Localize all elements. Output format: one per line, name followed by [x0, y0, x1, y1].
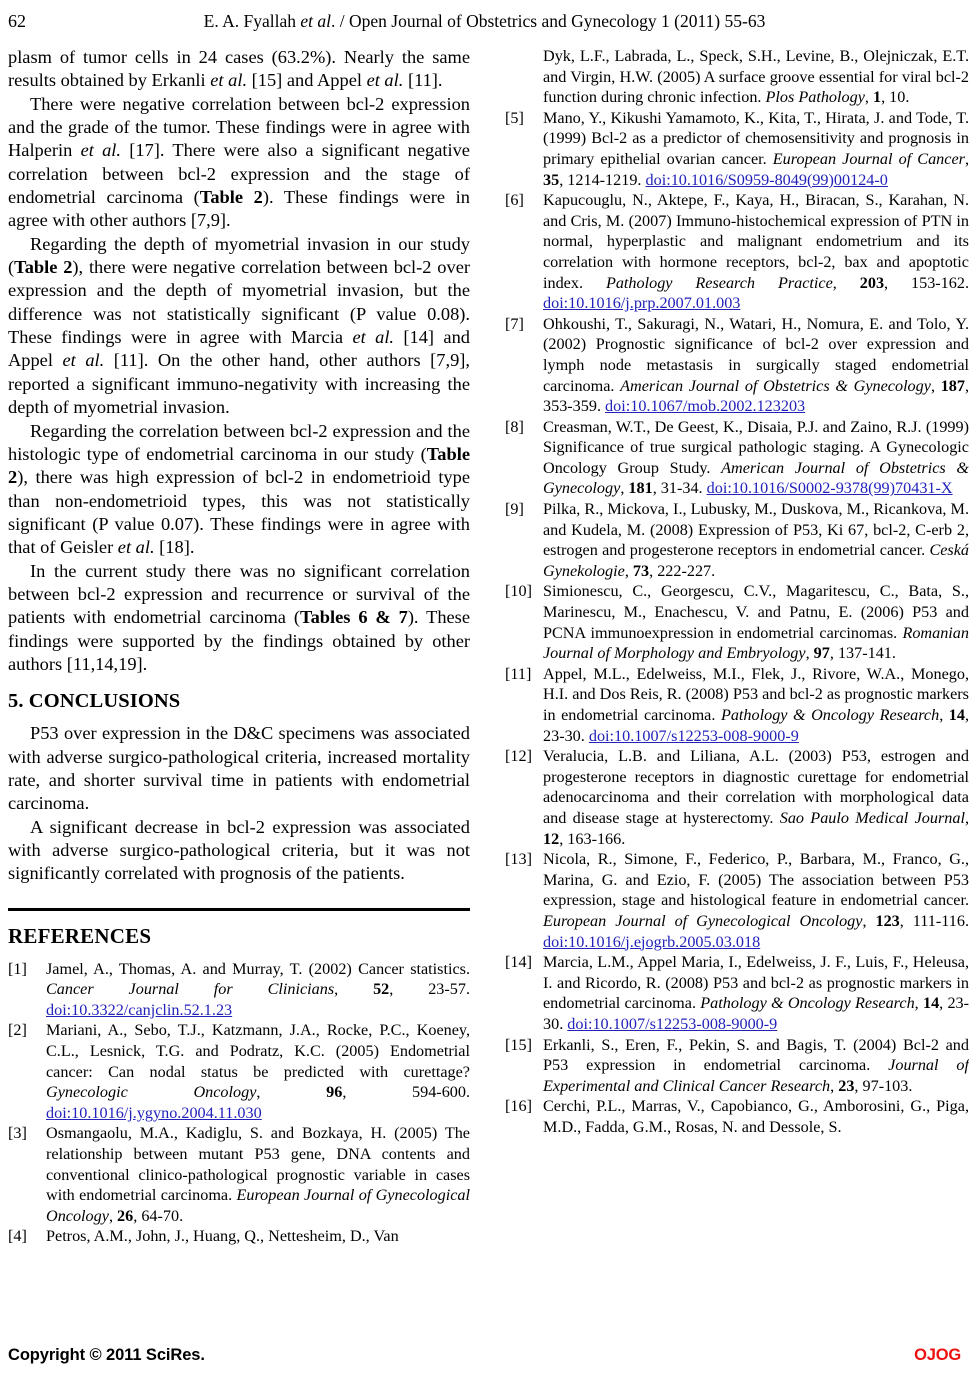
text-run: , 137-141. — [829, 644, 896, 663]
italic-run: Ceská Gynekologie — [543, 541, 969, 580]
left-column — [8, 46, 470, 1247]
bold-run: 23 — [838, 1076, 855, 1095]
text-run: [11]. — [403, 70, 443, 91]
italic-run: Plos Pathology — [765, 88, 865, 107]
text-run: , — [930, 376, 941, 395]
italic-run: et al. — [62, 350, 105, 371]
para-depth-myometrial-invasion — [8, 233, 470, 420]
text-run: Petros, A.M., John, J., Huang, Q., Nettesheim, D., Van — [46, 1227, 399, 1246]
bold-run: 97 — [813, 644, 830, 663]
italic-run: European Journal of Cancer — [772, 149, 965, 168]
doi-link[interactable]: doi:10.1016/S0002-9378(99)70431-X — [706, 479, 953, 498]
bold-run: 14 — [948, 706, 965, 724]
conclusions-heading: 5. CONCLUSIONS — [8, 690, 181, 713]
text-run: P53 over expression in the D&C specimens was associated with adverse surgico-pathological criteria, increased mortality rate, and shorter survival time in patients with endometrial carcinoma. — [8, 723, 470, 814]
doi-link[interactable]: doi:10.1016/j.ygyno.2004.11.030 — [46, 1103, 262, 1122]
reference-item — [505, 664, 969, 746]
text-run: , 111-116. — [899, 911, 969, 930]
bold-run: 35 — [543, 170, 560, 189]
doi-link[interactable]: doi:10.1016/S0959-8049(99)00124-0 — [645, 170, 888, 189]
reference-text — [543, 417, 969, 499]
text-run: , 594-600. — [342, 1083, 471, 1102]
italic-run: Gynecologic Oncology — [46, 1083, 257, 1102]
text-run: A significant decrease in bcl-2 expression was associated with adverse surgico-pathological criteria, but it was not significantly correlated with prognosis of the patients. — [8, 816, 470, 884]
reference-list-left — [8, 959, 470, 1247]
text-run: , — [805, 644, 814, 663]
reference-text — [543, 1096, 969, 1137]
reference-text — [543, 1035, 969, 1097]
bold-run: 26 — [117, 1206, 134, 1225]
left-body-paragraphs — [8, 46, 470, 676]
bold-run: 52 — [373, 980, 390, 999]
text-run: , 1214-1219. — [559, 170, 646, 189]
text-run: Ohkoushi, T., Sakuragi, N., Watari, H., Nomura, E. and Tolo, Y. (2002) Prognostic significance of bcl-2 over expression and lymph node metastasis in surgically staged endometrial carcinoma. — [543, 314, 969, 395]
running-head-title — [8, 8, 961, 34]
spacer — [8, 713, 470, 722]
reference-item — [8, 1123, 470, 1226]
text-run: , 163-166. — [559, 829, 626, 848]
reference-item — [505, 108, 969, 190]
text-run: , 353-359. — [543, 376, 969, 416]
italic-run: Pathology & Oncology Research — [700, 994, 915, 1013]
reference-text — [543, 190, 969, 314]
text-run: [17]. There were also a significant negative correlation between bcl-2 expression and the stage of endometrial carcinoma ( — [8, 140, 470, 208]
reference-number: [9] — [505, 500, 524, 519]
reference-item — [505, 499, 969, 581]
bold-run: 181 — [628, 479, 653, 498]
text-run: , — [830, 1076, 839, 1095]
reference-text — [46, 1020, 470, 1123]
page-number: 62 — [8, 11, 26, 31]
text-run: Appel, M.L., Edelweiss, M.I., Flek, J., Rivore, W.A., Monego, H.I. and Dos Reis, R. (2008) P53 and bcl-2 as prognostic markers in endometrial carcinoma. — [543, 664, 969, 724]
reference-text — [543, 499, 969, 581]
reference-item — [505, 581, 969, 663]
reference-number: [6] — [505, 191, 524, 210]
text-run: ), there were negative correlation between bcl-2 over expression and the depth of myometrial invasion, but the difference was not statistically significant (P value 0.08). These findings were in agree with Marcia — [8, 257, 470, 348]
reference-number: [4] — [8, 1227, 27, 1246]
text-run: , 222-227. — [649, 561, 716, 580]
reference-item — [8, 1226, 470, 1247]
para-histologic-type-correlation — [8, 420, 470, 560]
text-run: ). These findings were in agree with other authors [7,9]. — [8, 187, 470, 231]
reference-text — [46, 1226, 470, 1247]
reference-number: [13] — [505, 850, 532, 869]
text-run: Erkanli, S., Eren, F., Pekin, S. and Bagis, T. (2004) Bcl-2 and P53 expression in endometrial carcinoma. — [543, 1035, 969, 1075]
journal-abbreviation: OJOG — [914, 1346, 961, 1364]
reference-number: [16] — [505, 1097, 532, 1116]
reference-number: [3] — [8, 1124, 27, 1143]
reference-item — [505, 849, 969, 952]
text-run: , 31-34. — [652, 479, 707, 498]
reference-item — [505, 417, 969, 499]
text-run: ), there was high expression of bcl-2 in endometrioid type than non-endometrioid types, this was not statistically significant (P value 0.07). These findings were in agree with that of Geisler — [8, 467, 470, 558]
text-run: , — [964, 808, 969, 827]
reference-text — [543, 664, 969, 746]
reference-text — [543, 746, 969, 849]
text-run: Pilka, R., Mickova, I., Lubusky, M., Duskova, M., Ricankova, M. and Kudela, M. (2008) Expression of P53, Ki 67, bcl-2, C-erb 2, estrogen and progesterone receptors in endometrial cancer. — [543, 500, 969, 560]
bold-run: 123 — [875, 911, 900, 930]
reference-number: [12] — [505, 747, 532, 766]
text-run: , — [939, 706, 949, 724]
references-heading: REFERENCES — [8, 923, 152, 948]
text-run: Creasman, W.T., De Geest, K., Disaia, P.J. and Zaino, R.J. (1999) Significance of true surgical pathologic staging. A Gynecologic Oncology Group Study. — [543, 417, 969, 477]
para-conclusion-bcl2 — [8, 816, 470, 886]
text-run: , — [832, 273, 860, 292]
bold-run: 1 — [872, 88, 882, 107]
reference-text — [543, 46, 969, 108]
running-head-suffix: . / Open Journal of Obstetrics and Gynecology 1 (2011) 55-63 — [331, 11, 766, 31]
reference-list-right — [505, 46, 969, 1137]
text-run: , 64-70. — [133, 1206, 184, 1225]
text-run: Dyk, L.F., Labrada, L., Speck, S.H., Levine, B., Olejniczak, E.T. and Virgin, H.W. (2005) A surface groove essential for viral bcl-2 function during chronic infection. — [543, 47, 969, 107]
text-run: [14] and Appel — [8, 327, 470, 371]
text-run: plasm of tumor cells in 24 cases (63.2%). Nearly the same results obtained by Erkanli — [8, 47, 470, 91]
reference-text — [543, 952, 969, 1034]
italic-run: Romanian Journal of Morphology and Embryology — [543, 623, 969, 663]
text-run: Marcia, L.M., Appel Maria, I., Edelweiss, J. F., Luis, F., Heleusa, I. and Ricordo, R. (2008) P53 and bcl-2 as prognostic markers in endometrial carcinoma. — [543, 953, 969, 1013]
text-run: Cerchi, P.L., Marras, V., Capobianco, G., Amborosini, G., Piga, M.D., Fadda, G.M., Rosas, N. and Dessole, S. — [543, 1097, 969, 1136]
reference-number: [14] — [505, 953, 532, 972]
text-run: Jamel, A., Thomas, A. and Murray, T. (2002) Cancer statistics. — [46, 959, 470, 978]
text-run: , — [864, 88, 873, 107]
bold-run: 14 — [922, 994, 940, 1013]
italic-run: et al. — [117, 537, 155, 558]
reference-text — [543, 108, 969, 190]
bold-run: 96 — [326, 1083, 343, 1102]
text-run: , 97-103. — [854, 1076, 913, 1095]
italic-run: Journal of Experimental and Clinical Cancer Research — [543, 1056, 969, 1095]
running-head-prefix: E. A. Fyallah — [203, 11, 301, 31]
text-run: There were negative correlation between bcl-2 expression and the grade of the tumor. These findings were in agree with Halperin — [8, 93, 470, 161]
reference-number: [2] — [8, 1021, 27, 1040]
reference-item — [8, 1020, 470, 1123]
reference-text — [543, 849, 969, 952]
reference-item — [505, 952, 969, 1034]
bold-run: 187 — [940, 376, 965, 395]
reference-number: [1] — [8, 959, 27, 978]
italic-run: et al. — [352, 327, 395, 348]
text-run: , 10. — [881, 88, 910, 107]
reference-item — [505, 1096, 969, 1137]
doi-link[interactable]: doi:10.1016/j.ejogrb.2005.03.018 — [543, 932, 761, 951]
text-run: , — [862, 911, 876, 930]
text-run: , — [964, 149, 969, 168]
text-run: Nicola, R., Simone, F., Federico, P., Barbara, M., Franco, G., Marina, G. and Ezio, F. (2005) The association between P53 expression, stage and histological feature in endometrial cancer. — [543, 850, 969, 910]
text-run: ). These findings were supported by the findings obtained by other authors [11,14,19]. — [8, 607, 471, 674]
doi-link[interactable]: doi:10.1067/mob.2002.123203 — [605, 397, 806, 416]
text-run: , 23-57. — [389, 980, 470, 999]
reference-item — [8, 959, 470, 1021]
bold-run: 12 — [543, 829, 560, 848]
text-run: Regarding the depth of myometrial invasion in our study ( — [8, 233, 470, 278]
spacer — [8, 676, 470, 689]
text-run: , — [914, 994, 923, 1013]
reference-text — [543, 314, 969, 417]
reference-number: [10] — [505, 582, 532, 601]
text-run: Mariani, A., Sebo, T.J., Katzmann, J.A., Rocke, P.C., Koeney, C.L., Lesnick, T.G. and Podratz, K.C. (2005) Endometrial cancer: Can nodal status be predicted with curettage? — [46, 1021, 470, 1081]
italic-run: American Journal of Obstetrics & Gynecology — [620, 376, 931, 395]
reference-text — [46, 959, 470, 1021]
bold-run: Tables 6 & 7 — [300, 607, 408, 628]
bold-run: Table 2 — [199, 187, 263, 208]
reference-text — [543, 581, 969, 663]
italic-run: European Journal of Gynecological Oncology — [543, 911, 863, 930]
italic-run: Pathology & Oncology Research — [720, 706, 940, 724]
italic-run: et al. — [366, 70, 404, 91]
italic-run: Pathology Research Practice — [605, 273, 833, 292]
text-run: [15] and Appel — [247, 70, 367, 91]
text-run: Osmangaolu, M.A., Kadiglu, S. and Bozkaya, H. (2005) The relationship between mutant P53 gene, DNA contents and conventional clinico-pathological prognostic variable in cases with endometrial carcinoma. — [46, 1124, 470, 1205]
reference-item — [505, 190, 969, 314]
reference-number: [8] — [505, 417, 524, 436]
italic-run: et al. — [210, 70, 248, 91]
page-footer — [8, 1344, 961, 1370]
text-run: , 23-30. — [543, 994, 969, 1033]
text-run: [18]. — [154, 537, 195, 558]
text-run: Veralucia, L.B. and Liliana, A.L. (2003) P53, estrogen and progesterone receptors in diagnostic curettage for endometrial adenocarcinoma and their correlation with morphological data and disease stage at hysterectomy. — [543, 747, 969, 827]
running-head — [8, 8, 961, 34]
doi-link[interactable]: doi:10.3322/canjclin.52.1.23 — [46, 1000, 233, 1019]
text-run: , — [620, 479, 629, 498]
text-run: , — [624, 561, 633, 580]
text-run: , 153-162. — [884, 273, 969, 292]
reference-text — [46, 1123, 470, 1226]
para-conclusion-p53 — [8, 722, 470, 815]
italic-run: et al. — [80, 140, 122, 161]
text-run: [11]. On the other hand, other authors [7,9], reported a significant immuno-negativity with increasing the depth of myometrial invasion. — [8, 350, 470, 418]
doi-link[interactable]: doi:10.1007/s12253-008-9000-9 — [567, 1014, 778, 1033]
reference-number: [5] — [505, 108, 524, 127]
right-column — [505, 46, 969, 1137]
doi-link[interactable]: doi:10.1016/j.prp.2007.01.003 — [543, 294, 741, 313]
reference-number: [11] — [505, 664, 532, 683]
italic-run: European Journal of Gynecological Oncology — [46, 1186, 470, 1225]
reference-item — [505, 746, 969, 849]
spacer — [8, 886, 470, 908]
reference-item — [505, 314, 969, 417]
text-run: Kapucouglu, N., Aktepe, F., Kaya, H., Biracan, S., Karahan, N. and Cris, M. (2007) Immuno-histochemical expression of PTN in normal, hyperplastic and malignant endometrium and its correlation with hormone receptors, bcl-2, bax and apoptotic index. — [543, 191, 969, 292]
spacer — [8, 911, 470, 924]
text-run: Simionescu, C., Georgescu, C.V., Magaritescu, C., Bata, S., Marinescu, M., Enachescu, V. and Patnu, E. (2006) P53 and PCNA immunoexpression in endometrial carcinomas. — [543, 582, 969, 642]
reference-number: [15] — [505, 1035, 532, 1054]
spacer — [8, 949, 470, 959]
text-run: , — [256, 1083, 327, 1102]
doi-link[interactable]: doi:10.1007/s12253-008-9000-9 — [588, 726, 799, 745]
conclusions-paragraphs — [8, 722, 470, 885]
text-run: , 23-30. — [543, 706, 969, 745]
italic-run: Cancer Journal for Clinicians — [46, 980, 335, 999]
para-negative-correlation-grade — [8, 93, 470, 233]
text-run: In the current study there was no significant correlation between bcl-2 expression and recurrence or survival of the patients with endometrial carcinoma ( — [8, 560, 470, 628]
reference-item — [505, 1035, 969, 1097]
italic-run: Sao Paulo Medical Journal — [779, 808, 965, 827]
text-run: , — [334, 980, 374, 999]
bold-run: Table 2 — [14, 257, 73, 278]
para-recurrence-survival — [8, 560, 470, 677]
text-run: , — [108, 1206, 118, 1225]
bold-run: 203 — [859, 273, 885, 292]
text-run: Mano, Y., Kikushi Yamamoto, K., Kita, T., Hirata, J. and Tode, T. (1999) Bcl-2 as a predictor of chemosensitivity and prognosis in primary epithelial ovarian cancer. — [543, 108, 969, 168]
copyright-notice: Copyright © 2011 SciRes. — [8, 1346, 205, 1364]
bold-run: 73 — [632, 561, 650, 580]
reference-item — [505, 46, 969, 108]
text-run: Regarding the correlation between bcl-2 expression and the histologic type of endometrial carcinoma in our study ( — [8, 420, 470, 464]
bold-run: Table 2 — [8, 443, 470, 488]
running-head-etal: et al — [300, 11, 331, 31]
reference-number: [7] — [505, 314, 524, 333]
italic-run: American Journal of Obstetrics & Gynecology — [543, 458, 969, 498]
para-cytoplasm-continuation — [8, 46, 470, 93]
